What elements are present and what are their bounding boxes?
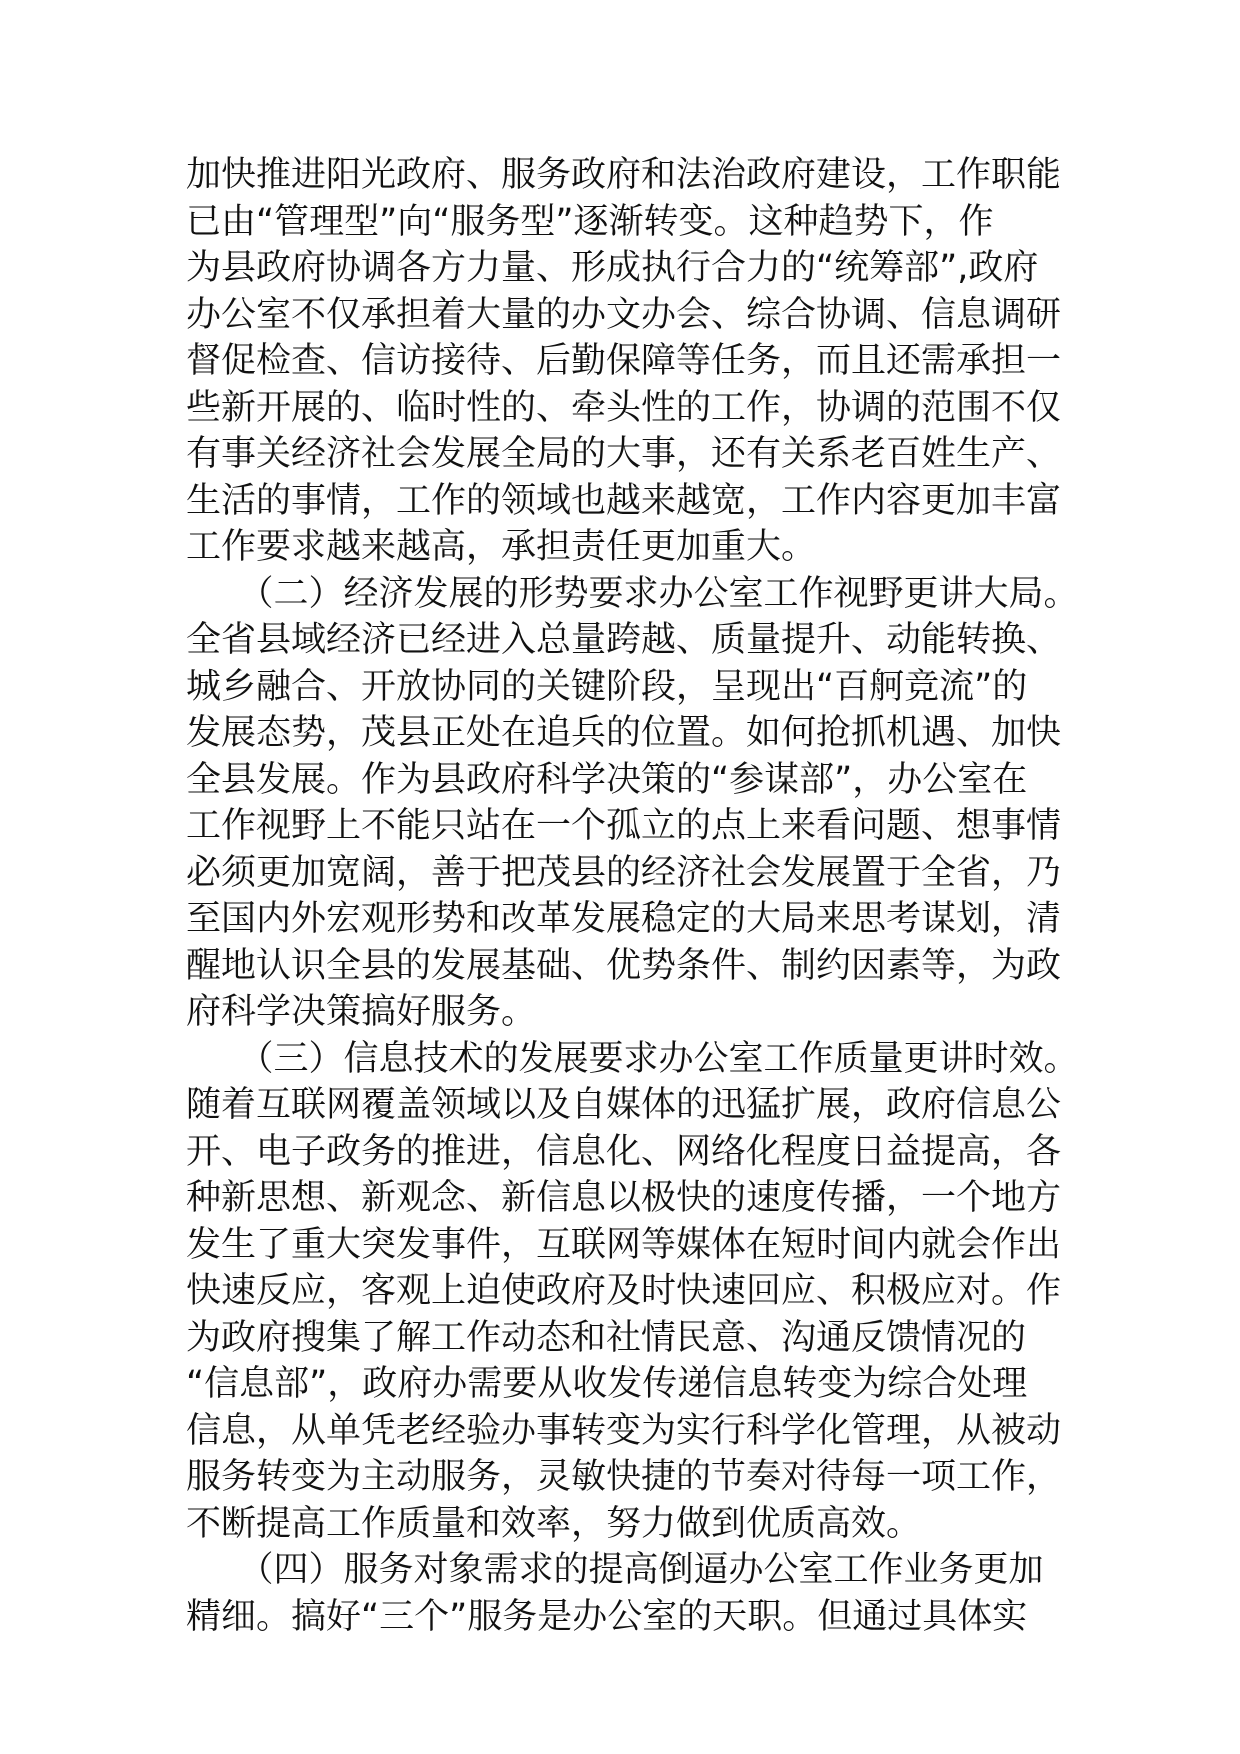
text-line: 随着互联网覆盖领域以及自媒体的迅猛扩展，政府信息公 [186, 1085, 1062, 1125]
section-heading-line: （四）服务对象需求的提高倒逼办公室工作业务更加 [186, 1550, 1044, 1590]
section-heading-line: （三）信息技术的发展要求办公室工作质量更讲时效。 [186, 1038, 1079, 1079]
text-line: 醒地认识全县的发展基础、优势条件、制约因素等，为政 [186, 945, 1062, 986]
text-line: 必须更加宽阔，善于把茂县的经济社会发展置于全省，乃 [186, 852, 1062, 893]
text-line: 服务转变为主动服务，灵敏快捷的节奏对待每一项工作， [186, 1457, 1062, 1497]
text-line: 工作要求越来越高，承担责任更加重大。 [186, 527, 817, 567]
text-line: 不断提高工作质量和效率，努力做到优质高效。 [186, 1503, 922, 1544]
text-line: “信息部”，政府办需要从收发传递信息转变为综合处理 [186, 1364, 1028, 1404]
document-body [186, 152, 1240, 1640]
text-line: 全省县域经济已经进入总量跨越、质量提升、动能转换、 [186, 620, 1062, 660]
text-line: 为县政府协调各方力量、形成执行合力的“统筹部”,政府 [186, 248, 1039, 288]
text-line: 精细。搞好“三个”服务是办公室的天职。但通过具体实 [186, 1596, 1028, 1637]
text-line: 开、电子政务的推进，信息化、网络化程度日益提高，各 [186, 1131, 1062, 1172]
text-line: 生活的事情，工作的领域也越来越宽，工作内容更加丰富 [186, 480, 1062, 521]
text-line: 些新开展的、临时性的、牵头性的工作，协调的范围不仅 [186, 387, 1062, 428]
text-line: 为政府搜集了解工作动态和社情民意、沟通反馈情况的 [186, 1317, 1027, 1358]
text-line: 发展态势，茂县正处在追兵的位置。如何抢抓机遇、加快 [186, 713, 1062, 753]
text-line: 发生了重大突发事件，互联网等媒体在短时间内就会作出 [186, 1224, 1062, 1265]
text-line: 加快推进阳光政府、服务政府和法治政府建设，工作职能 [186, 155, 1062, 195]
text-line: 快速反应，客观上迫使政府及时快速回应、积极应对。作 [186, 1271, 1062, 1311]
section-heading-line: （二）经济发展的形势要求办公室工作视野更讲大局。 [186, 573, 1079, 614]
text-line: 已由“管理型”向“服务型”逐渐转变。这种趋势下，作 [186, 201, 994, 242]
text-line: 工作视野上不能只站在一个孤立的点上来看问题、想事情 [186, 806, 1062, 846]
text-line: 至国内外宏观形势和改革发展稳定的大局来思考谋划，清 [186, 899, 1062, 939]
text-line: 有事关经济社会发展全局的大事，还有关系老百姓生产、 [186, 434, 1062, 474]
text-line: 府科学决策搞好服务。 [186, 992, 537, 1032]
text-line: 种新思想、新观念、新信息以极快的速度传播，一个地方 [186, 1178, 1062, 1218]
text-line: 城乡融合、开放协同的关键阶段，呈现出“百舸竞流”的 [186, 666, 1028, 707]
text-line: 信息，从单凭老经验办事转变为实行科学化管理，从被动 [186, 1410, 1062, 1451]
text-line: 督促检查、信访接待、后勤保障等任务，而且还需承担一 [186, 341, 1062, 381]
text-line: 办公室不仅承担着大量的办文办会、综合协调、信息调研 [186, 294, 1062, 335]
text-line: 全县发展。作为县政府科学决策的“参谋部”，办公室在 [186, 759, 1028, 800]
